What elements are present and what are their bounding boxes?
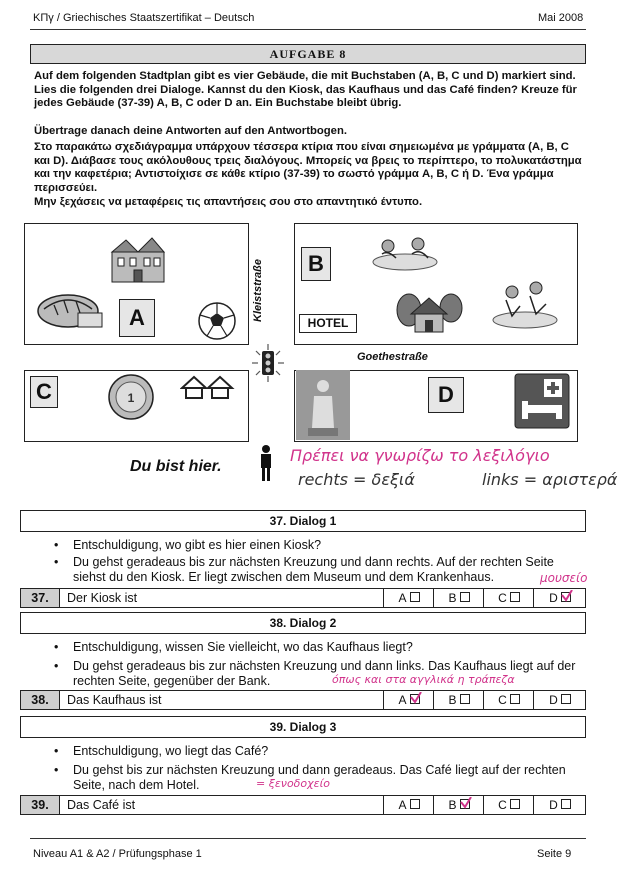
option-b-37[interactable]: B xyxy=(433,589,484,607)
dialog-1-question: Entschuldigung, wo gibt es hier einen Kiosk? xyxy=(73,538,322,552)
street-vertical-label: Kleiststraße xyxy=(252,259,264,322)
dialog-1-answer: Du gehst geradeaus bis zur nächsten Kreuzung und dann rechts. Auf der rechten Seite siehst du den Kiosk. Er liegt zwischen dem Museum und dem Krankenhaus. xyxy=(73,555,554,584)
item-label: Das Café ist xyxy=(67,798,136,812)
item-label: Das Kaufhaus ist xyxy=(67,693,162,707)
checkbox-checked[interactable] xyxy=(561,592,571,602)
footer-page: Seite 9 xyxy=(537,848,572,860)
task-title: AUFGABE 8 xyxy=(30,44,586,64)
checkbox[interactable] xyxy=(410,592,420,602)
person-icon xyxy=(258,444,274,482)
dialog-3-title: 39. Dialog 3 xyxy=(20,716,586,738)
header-date: Mai 2008 xyxy=(538,12,584,24)
footer-level: Niveau A1 & A2 / Prüfungsphase 1 xyxy=(33,848,202,860)
dialog-1-title: 37. Dialog 1 xyxy=(20,510,586,532)
checkbox[interactable] xyxy=(410,799,420,809)
header-title: ΚΠγ / Griechisches Staatszertifikat – Deutsch xyxy=(33,12,255,24)
bread-icon xyxy=(34,283,104,331)
dialog-3-answer: Du gehst bis zur nächsten Kreuzung und dann geradeaus. Das Café liegt auf der rechten Seite, nach dem Hotel. xyxy=(73,763,566,792)
option-c-37[interactable]: C xyxy=(483,589,534,607)
item-label: Der Kiosk ist xyxy=(67,591,138,605)
hospital-bed-icon xyxy=(514,373,570,429)
answer-row-37 xyxy=(20,588,586,608)
header-rule xyxy=(30,29,586,30)
hotel-sign: HOTEL xyxy=(299,314,357,333)
building-b-label: B xyxy=(301,247,331,281)
item-number: 37. xyxy=(21,589,60,607)
option-b-38[interactable]: B xyxy=(433,691,484,709)
bullet: • xyxy=(54,640,59,654)
handwritten-note-links: links = αριστερά xyxy=(482,470,618,489)
option-a-37[interactable]: A xyxy=(383,589,434,607)
checkbox[interactable] xyxy=(510,799,520,809)
option-b-39[interactable]: B xyxy=(433,796,484,814)
soccer-ball-icon xyxy=(197,301,237,341)
checkbox-checked[interactable] xyxy=(460,799,470,809)
dialog-2-answer: Du gehst geradeaus bis zur nächsten Kreuzung und dann links. Das Kaufhaus liegt auf der rechten Seite, gegenüber der Bank. xyxy=(73,659,576,688)
instruction-greek-2: Μην ξεχάσεις να μεταφέρεις τις απαντήσεις σου στο απαντητικό έντυπο. xyxy=(34,196,423,208)
handwritten-note-37: μουσείο xyxy=(540,571,588,585)
answer-row-39 xyxy=(20,795,586,815)
bullet: • xyxy=(54,744,59,758)
bullet: • xyxy=(54,538,59,552)
option-d-39[interactable]: D xyxy=(533,796,586,814)
you-are-here: Du bist hier. xyxy=(130,458,222,475)
building-d-label: D xyxy=(428,377,464,413)
option-d-37[interactable]: D xyxy=(533,589,586,607)
checkbox[interactable] xyxy=(460,694,470,704)
dialog-2-question: Entschuldigung, wissen Sie vielleicht, wo das Kaufhaus liegt? xyxy=(73,640,413,654)
option-c-39[interactable]: C xyxy=(483,796,534,814)
museum-statue-icon xyxy=(296,370,350,440)
option-c-38[interactable]: C xyxy=(483,691,534,709)
item-number: 39. xyxy=(21,796,60,814)
checkbox-checked[interactable] xyxy=(410,694,420,704)
street-horizontal-label: Goethestraße xyxy=(357,351,428,363)
coin-icon xyxy=(106,372,156,422)
bullet: • xyxy=(54,659,59,673)
traffic-light-icon xyxy=(248,343,288,383)
building-c-label: C xyxy=(30,376,58,408)
bullet: • xyxy=(54,555,59,569)
footer-rule xyxy=(30,838,586,839)
checkbox[interactable] xyxy=(561,799,571,809)
instruction-greek: Στο παρακάτω σχεδιάγραμμα υπάρχουν τέσσερα κτίρια που είναι σημειωμένα με γράμματα (A, B, C και D). Διάβασε τους ακόλουθους τρεις διαλόγους. Μπορείς να βρεις το περίπτερο, το πολυκατάστημα και την καφετέρια; Αντιστοίχισε σε κάθε κτίριο (37-39) το σωστό γράμμα A, B, C ή D. Ένα γράμμα περισσεύει. xyxy=(34,141,582,194)
dialog-2-title: 38. Dialog 2 xyxy=(20,612,586,634)
option-a-39[interactable]: A xyxy=(383,796,434,814)
houses-icon xyxy=(180,374,236,400)
svg-text:1: 1 xyxy=(127,391,135,405)
checkbox[interactable] xyxy=(510,694,520,704)
dialog-3-question: Entschuldigung, wo liegt das Café? xyxy=(73,744,269,758)
building-a-label: A xyxy=(119,299,155,337)
handwritten-note-vocabulary: Πρέπει να γνωρίζω το λεξιλόγιο xyxy=(290,446,550,465)
handwritten-note-38: όπως και στα αγγλικά η τράπεζα xyxy=(332,673,515,686)
family-picnic-icon xyxy=(370,232,440,274)
item-number: 38. xyxy=(21,691,60,709)
option-a-38[interactable]: A xyxy=(383,691,434,709)
checkbox[interactable] xyxy=(561,694,571,704)
instruction-german: Auf dem folgenden Stadtplan gibt es vier Gebäude, die mit Buchstaben (A, B, C und D) markiert sind. Lies die folgenden drei Dialoge. Kannst du den Kiosk, das Kaufhaus und das Café finden? Kreuze für jedes Gebäude (37-39) A, B, C oder D an. Ein Buchstabe bleibt übrig. xyxy=(34,70,577,109)
handwritten-note-39: = ξενοδοχείο xyxy=(256,777,331,790)
handwritten-note-rechts: rechts = δεξιά xyxy=(298,470,415,489)
instruction-german-2: Übertrage danach deine Antworten auf den Antwortbogen. xyxy=(34,125,347,137)
checkbox[interactable] xyxy=(460,592,470,602)
option-d-38[interactable]: D xyxy=(533,691,586,709)
bullet: • xyxy=(54,763,59,777)
checkbox[interactable] xyxy=(510,592,520,602)
townhouse-icon xyxy=(108,236,168,284)
answer-row-38 xyxy=(20,690,586,710)
family-picnic-icon-2 xyxy=(490,276,560,331)
cottage-icon xyxy=(395,290,463,338)
